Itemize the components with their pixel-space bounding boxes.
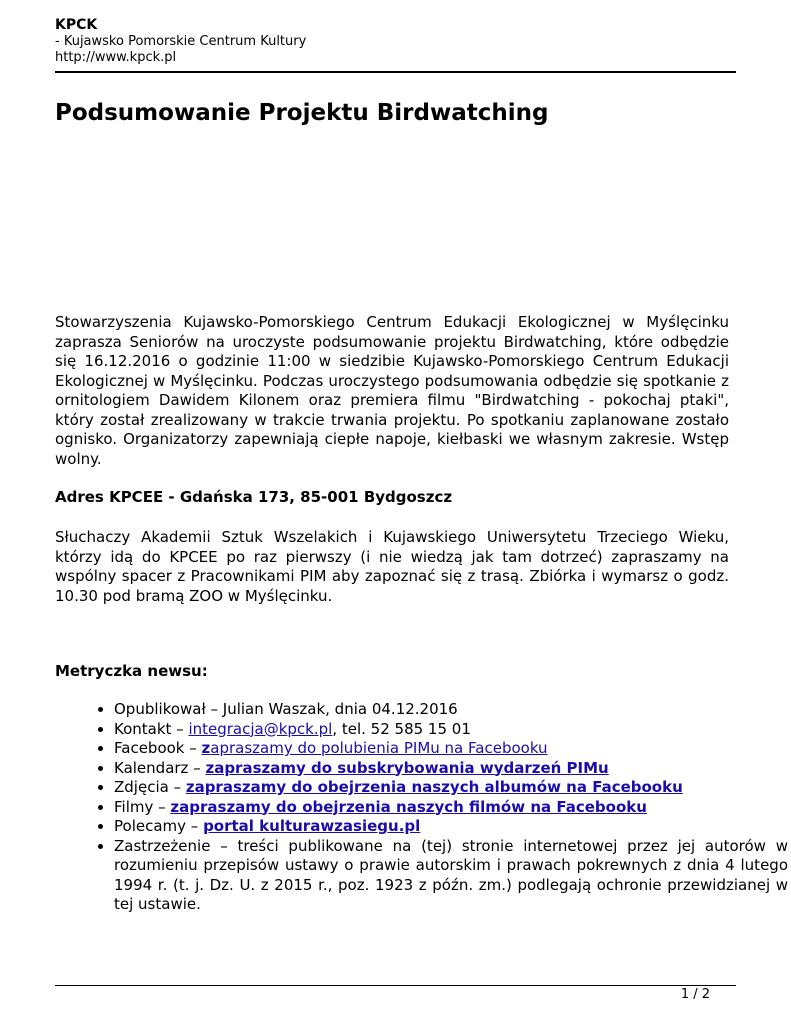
list-item-disclaimer	[114, 837, 788, 915]
calendar-prefix: Kalendarz –	[114, 758, 206, 777]
page-header	[55, 16, 736, 66]
list-item-recommend	[114, 817, 788, 837]
photos-link[interactable]: zapraszamy do obejrzenia naszych albumów na Facebooku	[185, 778, 683, 796]
facebook-link-initial: z	[201, 739, 211, 757]
published-text: Opublikował – Julian Waszak, dnia 04.12.2016	[114, 700, 458, 718]
page-number: 1 / 2	[680, 987, 710, 1002]
contact-prefix: Kontakt –	[114, 719, 189, 738]
address-line: Adres KPCEE - Gdańska 173, 85-001 Bydgoszcz	[55, 488, 453, 506]
site-name: KPCK	[55, 17, 98, 33]
list-item-calendar	[114, 759, 788, 779]
contact-email-link[interactable]: integracja@kpck.pl	[188, 719, 333, 738]
metryczka-list	[55, 700, 788, 915]
site-url: http://www.kpck.pl	[55, 50, 177, 65]
contact-phone: , tel. 52 585 15 01	[332, 719, 471, 738]
films-prefix: Filmy –	[114, 797, 171, 816]
calendar-link[interactable]: zapraszamy do subskrybowania wydarzeń PIMu	[205, 758, 609, 777]
list-item-films	[114, 798, 788, 818]
metryczka-heading: Metryczka newsu:	[55, 662, 208, 680]
article-paragraph-2: Słuchaczy Akademii Sztuk Wszelakich i Kujawskiego Uniwersytetu Trzeciego Wieku, którzy idą do KPCEE po raz pierwszy (i nie wiedzą jak tam dotrzeć) zapraszamy na wspólny spacer z Pracownikami PIM aby zapoznać się z trasą. Zbiórka i wymarsz o godz. 10.30 pod bramą ZOO w Myślęcinku.	[55, 528, 729, 605]
recommend-link[interactable]: portal kulturawzasiegu.pl	[203, 817, 421, 835]
list-item-published	[114, 700, 788, 720]
facebook-link[interactable]	[202, 739, 548, 757]
list-item-contact	[114, 720, 788, 740]
article-title: Podsumowanie Projektu Birdwatching	[55, 100, 549, 126]
list-item-photos	[114, 778, 788, 798]
footer-divider	[55, 985, 736, 986]
recommend-prefix: Polecamy –	[114, 817, 204, 835]
list-item-facebook	[114, 739, 788, 759]
article-paragraph-1: Stowarzyszenia Kujawsko-Pomorskiego Centrum Edukacji Ekologicznej w Myślęcinku zaprasza Seniorów na uroczyste podsumowanie projektu Birdwatching, które odbędzie się 16.12.2016 o godzinie 11:00 w siedzibie Kujawsko-Pomorskiego Centrum Edukacji Ekologicznej w Myślęcinku. Podczas uroczystego podsumowania odbędzie się spotkanie z ornitologiem Dawidem Kilonem oraz premiera filmu "Birdwatching - pokochaj ptaki", który został zrealizowany w trakcie trwania projektu. Po spotkaniu zaplanowane zostało ognisko. Organizatorzy zapewniają ciepłe napoje, kiełbaski we własnym zakresie. Wstęp wolny.	[55, 313, 729, 468]
photos-prefix: Zdjęcia –	[114, 778, 186, 796]
facebook-prefix: Facebook –	[114, 739, 202, 757]
site-subtitle: - Kujawsko Pomorskie Centrum Kultury	[55, 34, 307, 49]
disclaimer-text: Zastrzeżenie – treści publikowane na (tej) stronie internetowej przez jej autorów w rozumieniu przepisów ustawy o prawie autorskim i prawach pokrewnych z dnia 4 lutego 1994 r. (t. j. Dz. U. z 2015 r., poz. 1923 z późn. zm.) podlegają ochronie przewidzianej w tej ustawie.	[114, 836, 788, 913]
header-divider	[55, 71, 736, 73]
facebook-link-text: apraszamy do polubienia PIMu na Facebooku	[210, 739, 548, 757]
films-link[interactable]: zapraszamy do obejrzenia naszych filmów na Facebooku	[170, 797, 647, 816]
